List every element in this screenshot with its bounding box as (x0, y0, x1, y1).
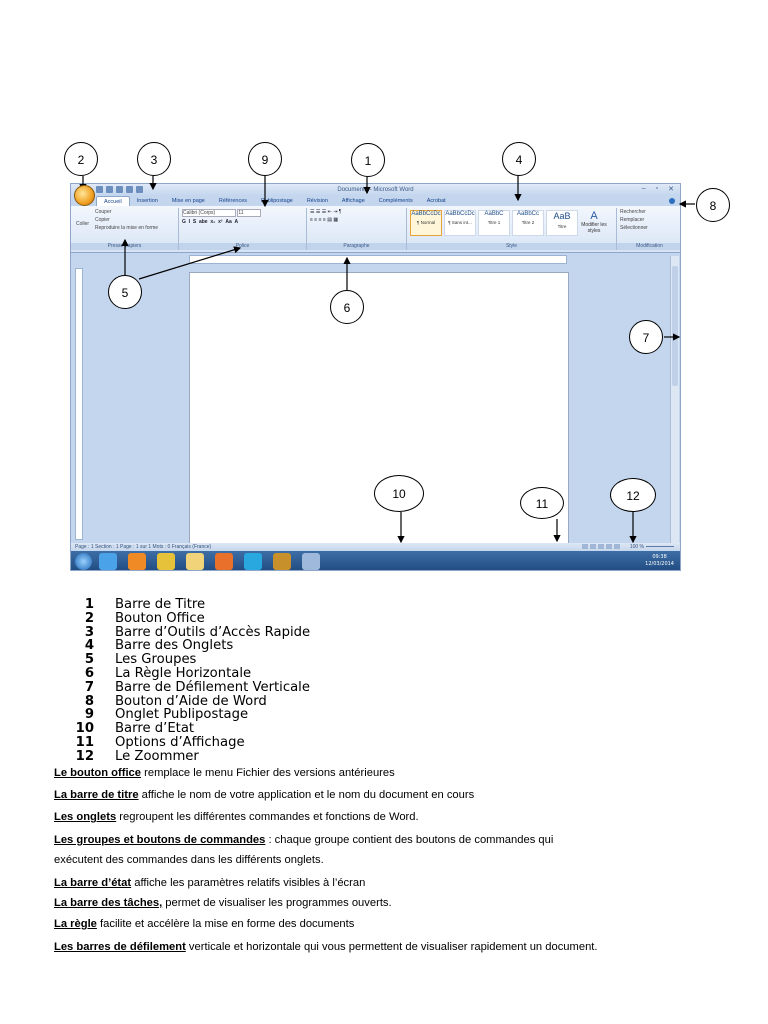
style-heading-1[interactable]: AaBbC Titre 1 (478, 210, 510, 236)
copy-button[interactable]: Copier (95, 217, 110, 223)
tab-mise-en-page[interactable]: Mise en page (171, 198, 205, 204)
description-item: Le bouton office remplace le menu Fichier des versions antérieures (54, 767, 395, 779)
group-label: Style (407, 243, 616, 250)
callout-10: 10 (374, 475, 424, 512)
description-item: exécutent des commandes dans les différents onglets. (54, 854, 324, 866)
legend-list (70, 598, 310, 764)
callout-1: 1 (351, 143, 385, 177)
office-button[interactable] (74, 185, 95, 206)
description-item: Les onglets regroupent les différentes commandes et fonctions de Word. (54, 811, 419, 823)
cut-button[interactable]: Couper (95, 209, 112, 215)
minimize-button[interactable]: – (641, 185, 646, 192)
legend-item: 6 La Règle Horizontale (84, 665, 252, 681)
legend-item: 10 Barre d’Etat (75, 721, 195, 737)
style-title[interactable]: AaB Titre (546, 210, 578, 236)
legend-item: 8 Bouton d’Aide de Word (84, 693, 267, 709)
description-item: Les groupes et boutons de commandes : chaque groupe contient des boutons de commandes qui (54, 834, 554, 846)
legend-item: 3 Barre d’Outils d’Accès Rapide (84, 624, 311, 640)
legend-item: 11 Options d’Affichage (75, 734, 245, 750)
callout-8: 8 (696, 188, 730, 222)
tab-accueil[interactable]: Accueil (96, 196, 130, 206)
paste-button[interactable]: Coller (76, 221, 90, 227)
legend-item: 2 Bouton Office (84, 610, 205, 626)
style-no-spacing[interactable]: AaBbCcDc ¶ Sans int... (444, 210, 476, 236)
align-buttons[interactable]: ≡ ≡ ≡ ≡ ▤ ▦ (310, 217, 339, 223)
legend-item: 4 Barre des Onglets (84, 638, 234, 654)
status-text: Page : 1 Section : 1 Page : 1 sur 1 Mots : 0 Français (France) (75, 544, 212, 550)
description-item: Les barres de défilement verticale et horizontale qui vous permettent de visualiser rapidement un document. (54, 941, 598, 953)
callout-2: 2 (64, 142, 98, 176)
callout-6: 6 (330, 290, 364, 324)
legend-item: 7 Barre de Défilement Verticale (84, 679, 310, 695)
group-label: Modification (617, 243, 681, 250)
list-buttons[interactable]: ☰ ☰ ☰ ⇤ ⇥ ¶ (310, 209, 342, 215)
legend-item: 12 Le Zoommer (75, 748, 199, 764)
change-styles-button[interactable]: A Modifier les styles (581, 210, 607, 234)
description-item: La règle facilite et accélère la mise en forme des documents (54, 918, 355, 930)
tab-complements[interactable]: Compléments (378, 198, 413, 204)
legend-item: 9 Onglet Publipostage (84, 707, 249, 723)
description-item: La barre des tâches, permet de visualiser les programmes ouverts. (54, 897, 392, 909)
group-label: Police (179, 243, 306, 250)
callout-4: 4 (502, 142, 536, 176)
description-item: La barre de titre affiche le nom de votre application et le nom du document en cours (54, 789, 475, 801)
legend-item: 5 Les Groupes (84, 652, 197, 668)
style-heading-2[interactable]: AaBbCc Titre 2 (512, 210, 544, 236)
clock: 09:38 12/03/2014 (645, 554, 674, 567)
replace-button[interactable]: Remplacer (620, 217, 645, 223)
description-item: La barre d’état affiche les paramètres relatifs visibles à l’écran (54, 877, 366, 889)
font-name-select[interactable]: Calibri (Corps) (182, 209, 236, 217)
maximize-button[interactable]: ▫ (655, 185, 659, 192)
close-button[interactable]: ✕ (668, 186, 674, 193)
select-button[interactable]: Sélectionner (620, 225, 648, 231)
group-label: Paragraphe (307, 243, 406, 250)
callout-9: 9 (248, 142, 282, 176)
legend-item: 1 Barre de Titre (84, 597, 206, 612)
font-size-select[interactable]: 11 (237, 209, 261, 217)
style-normal[interactable]: AaBbCcDc ¶ Normal (410, 210, 442, 236)
tab-publipostage[interactable]: Publipostage (261, 198, 293, 204)
callout-3: 3 (137, 142, 171, 176)
tab-references[interactable]: Références (218, 198, 248, 204)
format-painter-button[interactable]: Reproduire la mise en forme (95, 225, 159, 231)
window-title: Document1 - Microsoft Word (337, 187, 414, 193)
tab-insertion[interactable]: Insertion (136, 198, 158, 204)
callout-11: 11 (520, 487, 564, 519)
zoom-level: 100 % (629, 544, 644, 550)
callout-5: 5 (108, 275, 142, 309)
tab-revision[interactable]: Révision (306, 198, 328, 204)
group-label: Presse-papiers (71, 243, 178, 250)
tab-affichage[interactable]: Affichage (341, 198, 365, 204)
find-button[interactable]: Rechercher (620, 209, 646, 215)
callout-12: 12 (610, 478, 656, 512)
callout-7: 7 (629, 320, 663, 354)
tab-acrobat[interactable]: Acrobat (426, 198, 446, 204)
font-format-buttons[interactable]: G I S abe x₂ x² Aa A (182, 219, 239, 225)
